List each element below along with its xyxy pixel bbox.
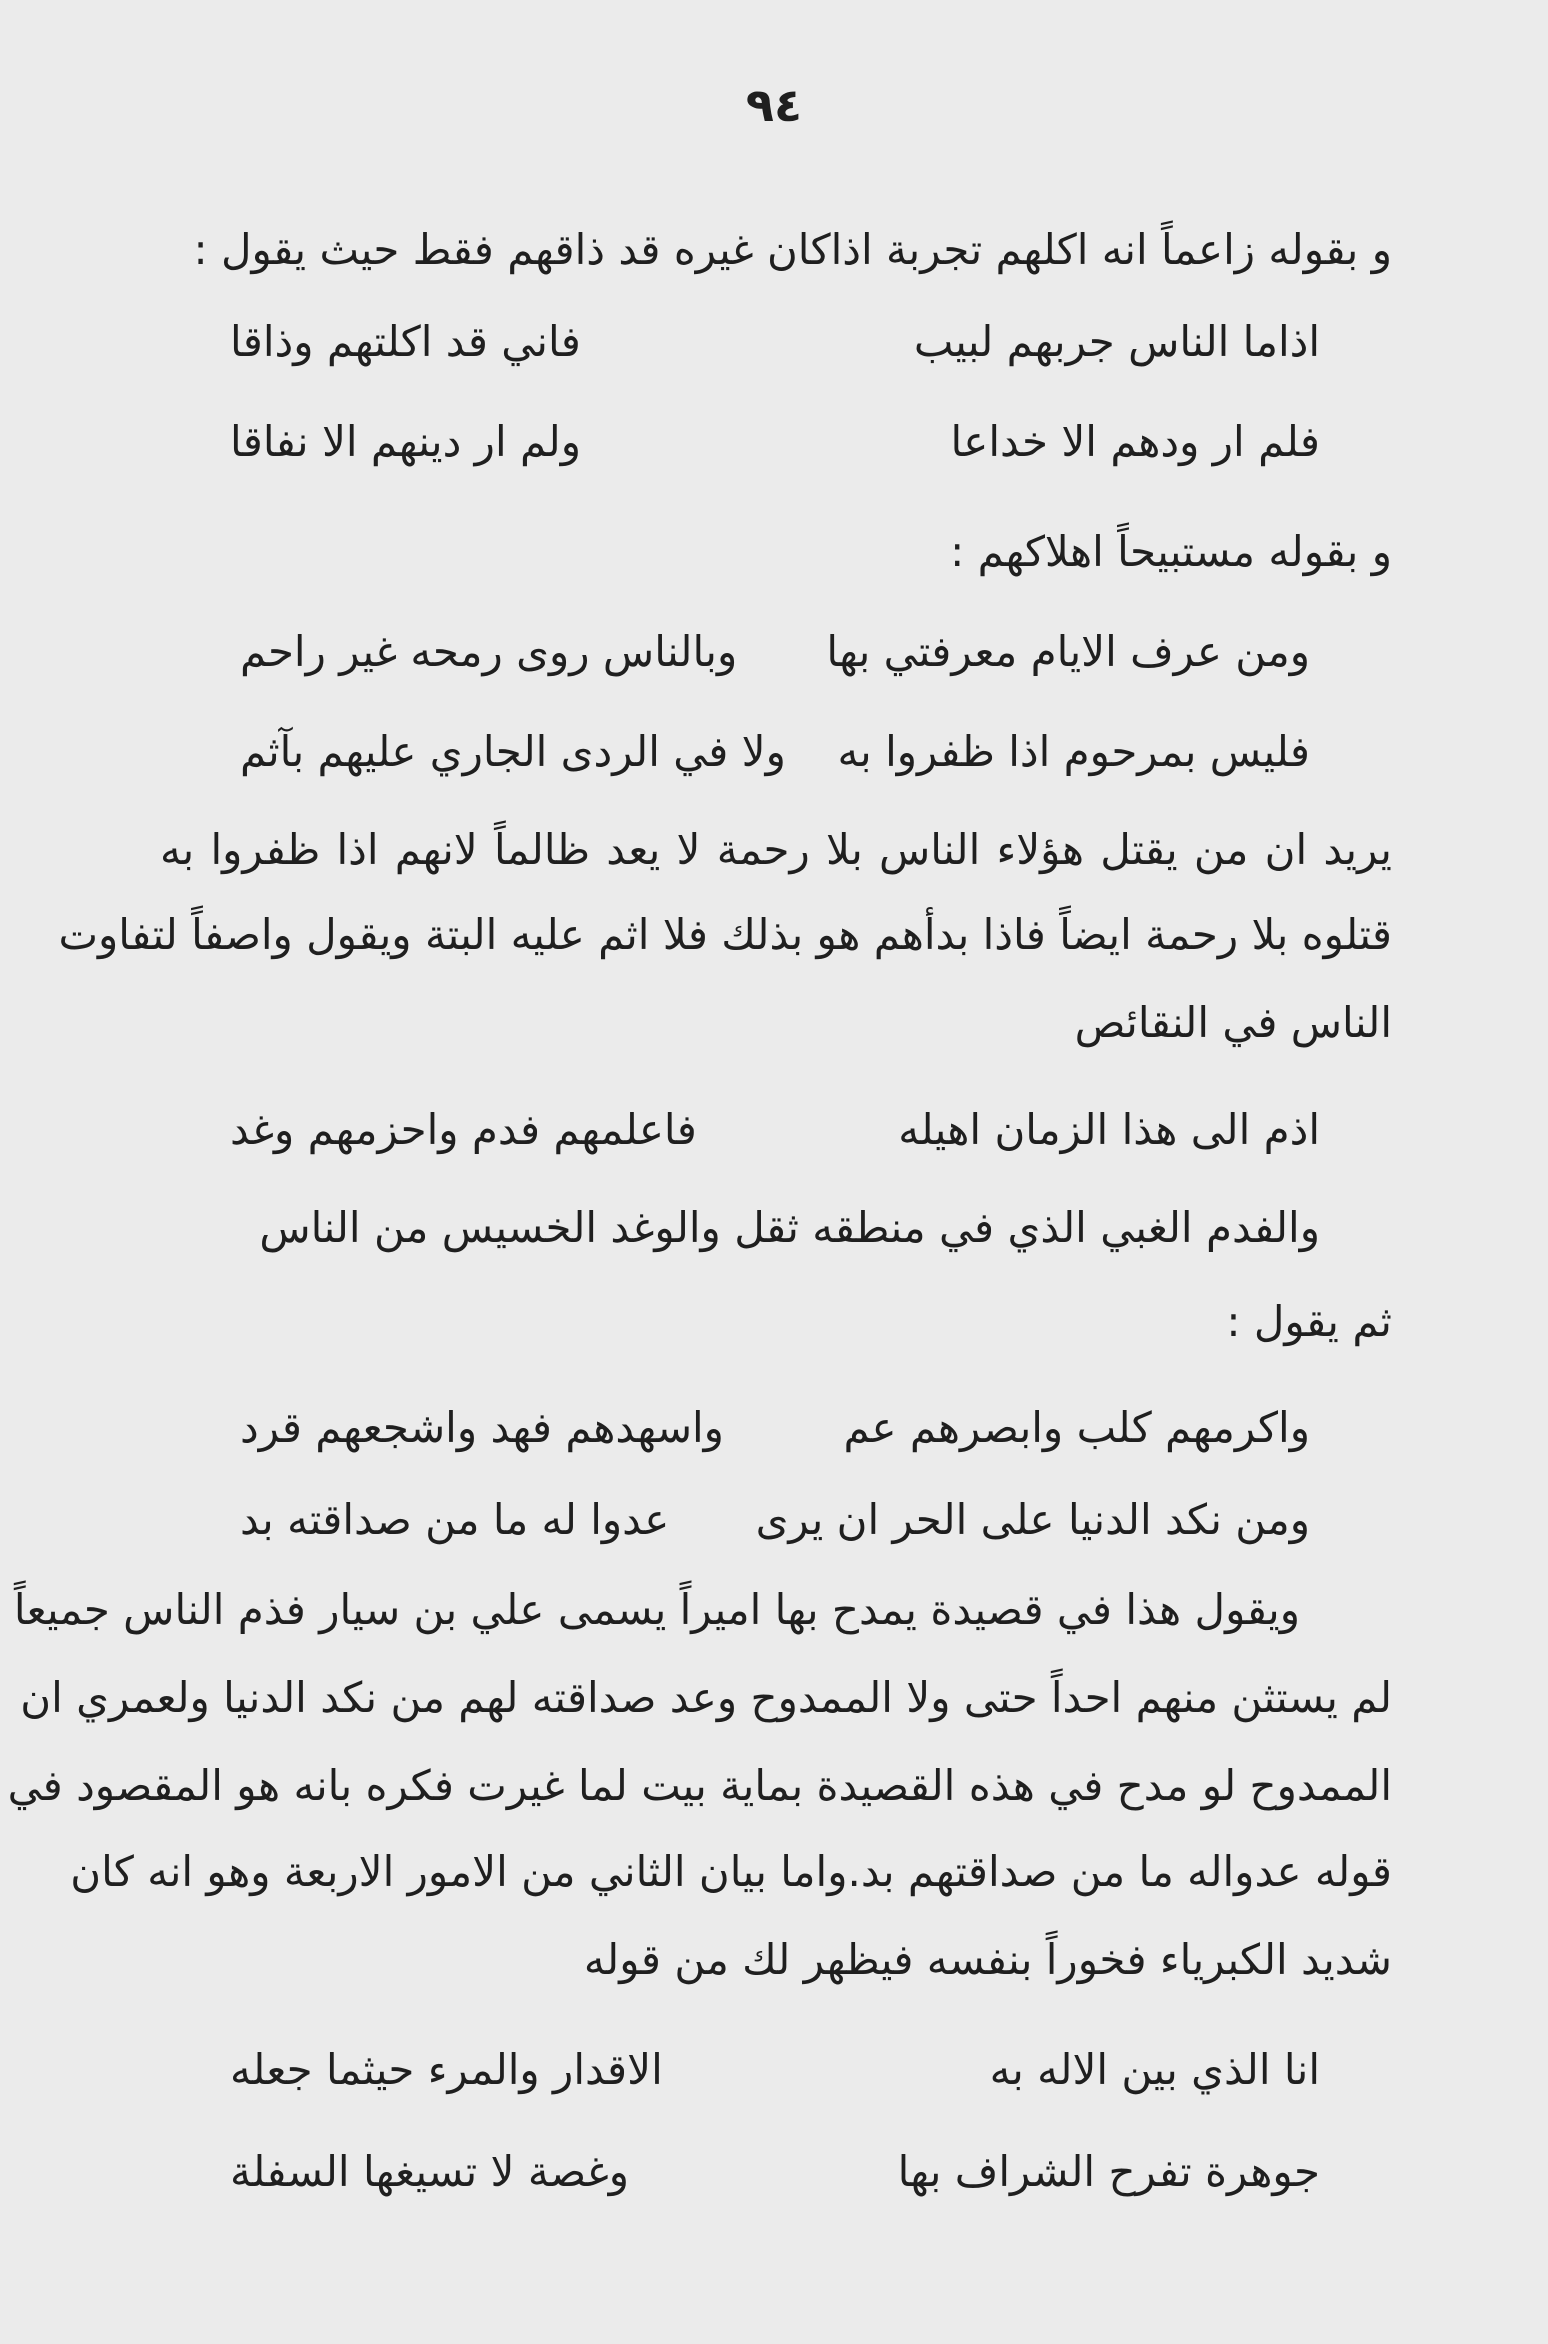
prose-line: قتلوه بلا رحمة ايضاً فاذا بدأهم هو بذلك فلا اثم عليه البتة ويقول واصفاً لتفاوت bbox=[58, 910, 1392, 959]
verse-second-hemistich: ولم ار دينهم الا نفاقا bbox=[230, 417, 581, 466]
verse-first-hemistich: جوهرة تفرح الشراف بها bbox=[897, 2147, 1320, 2196]
prose-line: شديد الكبرياء فخوراً بنفسه فيظهر لك من قوله bbox=[583, 1935, 1392, 1984]
page-number: ٩٤ bbox=[745, 78, 803, 132]
verse-first-hemistich: اذاما الناس جربهم لبيب bbox=[913, 317, 1320, 366]
verse-second-hemistich: عدوا له ما من صداقته بد bbox=[240, 1495, 670, 1544]
verse-first-hemistich: فلم ار ودهم الا خداعا bbox=[950, 417, 1320, 466]
prose-line: الناس في النقائص bbox=[1074, 998, 1392, 1047]
verse-second-hemistich: فاني قد اكلتهم وذاقا bbox=[230, 317, 581, 366]
prose-line: ثم يقول : bbox=[1226, 1297, 1392, 1346]
verse-first-hemistich: ومن نكد الدنيا على الحر ان يرى bbox=[755, 1495, 1310, 1544]
prose-line: الممدوح لو مدح في هذه القصيدة بماية بيت لما غيرت فكره بانه هو المقصود في bbox=[7, 1761, 1392, 1810]
verse-first-hemistich: ومن عرف الايام معرفتي بها bbox=[826, 627, 1310, 676]
prose-line: قوله عدواله ما من صداقتهم بد.واما بيان الثاني من الامور الاربعة وهو انه كان bbox=[70, 1847, 1392, 1896]
verse-second-hemistich: وغصة لا تسيغها السفلة bbox=[230, 2147, 630, 2196]
verse-first-hemistich: انا الذي بين الاله به bbox=[989, 2045, 1320, 2094]
prose-line: يريد ان من يقتل هؤلاء الناس بلا رحمة لا يعد ظالماً لانهم اذا ظفروا به bbox=[160, 825, 1392, 874]
prose-line: و بقوله زاعماً انه اكلهم تجربة اذاكان غيره قد ذاقهم فقط حيث يقول : bbox=[193, 225, 1392, 274]
prose-line: لم يستثن منهم احداً حتى ولا الممدوح وعد صداقته لهم من نكد الدنيا ولعمري ان bbox=[20, 1673, 1392, 1722]
verse-second-hemistich: ولا في الردى الجاري عليهم بآثم bbox=[240, 727, 786, 776]
verse-first-hemistich: واكرمهم كلب وابصرهم عم bbox=[843, 1403, 1310, 1452]
verse-first-hemistich: اذم الى هذا الزمان اهيله bbox=[898, 1105, 1320, 1154]
prose-line: ويقول هذا في قصيدة يمدح بها اميراً يسمى علي بن سيار فذم الناس جميعاً bbox=[13, 1585, 1300, 1634]
prose-line: والفدم الغبي الذي في منطقه ثقل والوغد الخسيس من الناس bbox=[259, 1203, 1320, 1252]
verse-second-hemistich: وبالناس روى رمحه غير راحم bbox=[240, 627, 738, 676]
verse-first-hemistich: فليس بمرحوم اذا ظفروا به bbox=[837, 727, 1310, 776]
prose-line: و بقوله مستبيحاً اهلاكهم : bbox=[950, 527, 1392, 576]
verse-second-hemistich: فاعلمهم فدم واحزمهم وغد bbox=[230, 1105, 697, 1154]
verse-second-hemistich: واسهدهم فهد واشجعهم قرد bbox=[240, 1403, 724, 1452]
verse-second-hemistich: الاقدار والمرء حيثما جعله bbox=[230, 2045, 663, 2094]
